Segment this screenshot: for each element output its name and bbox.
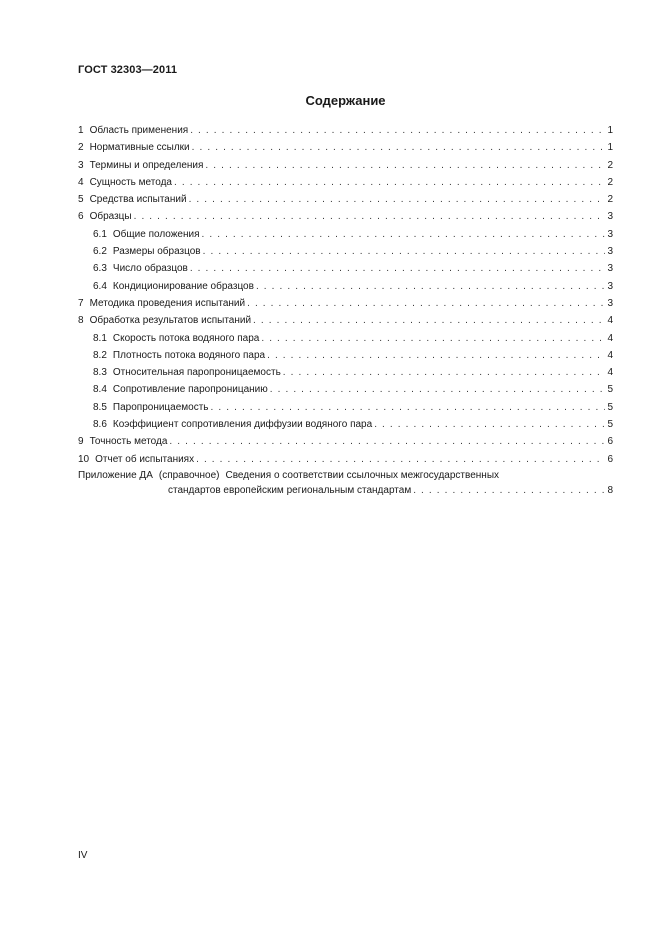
toc-entry-number: 6.2 — [93, 246, 107, 258]
toc-entry-number: 3 — [78, 159, 84, 171]
toc-leader-dots — [270, 381, 606, 398]
toc-entry-number: 10 — [78, 453, 90, 465]
toc-leader-dots — [202, 226, 606, 243]
toc-entry-label: Точность метода — [89, 436, 168, 448]
toc-entry-number: 7 — [78, 297, 84, 309]
toc-leader-dots — [413, 483, 605, 498]
toc-entry-page: 3 — [607, 297, 613, 309]
toc-entry-number: 5 — [78, 194, 84, 206]
toc-entry-label: Число образцов — [112, 263, 188, 275]
toc-entry-page: 3 — [607, 246, 613, 258]
toc-leader-dots — [256, 278, 606, 295]
toc-entry-number: 6.4 — [93, 280, 107, 292]
toc-entry-label: Отчет об испытаниях — [95, 453, 195, 465]
toc-entry-number: 8.3 — [93, 367, 107, 379]
toc-entry[interactable] — [78, 243, 613, 260]
toc-entry[interactable] — [78, 260, 613, 277]
toc-entry-number: 1 — [78, 125, 84, 136]
toc-entry[interactable] — [78, 295, 613, 312]
toc-leader-dots — [261, 330, 605, 347]
toc-entry-label: Коэффициент сопротивления диффузии водяного пара — [112, 419, 373, 431]
toc-entry-page: 2 — [607, 159, 613, 171]
toc-entry-label: Нормативные ссылки — [89, 142, 190, 154]
toc-leader-dots — [196, 451, 605, 468]
toc-entry-page: 5 — [607, 384, 613, 396]
toc-entry-label: Кондиционирование образцов — [112, 280, 254, 292]
toc-entry[interactable] — [78, 347, 613, 364]
toc-leader-dots — [169, 433, 605, 450]
toc-entry-page: 6 — [607, 436, 613, 448]
toc-entry-number: 6.3 — [93, 263, 107, 275]
toc-entry-label: Сущность метода — [89, 176, 172, 188]
toc-entry-number: 9 — [78, 436, 84, 448]
toc-leader-dots — [203, 243, 606, 260]
toc-entry-page: 5 — [607, 419, 613, 431]
toc-entry-page: 4 — [607, 332, 613, 344]
toc-leader-dots — [211, 399, 606, 416]
toc-entry-label: Термины и определения — [89, 159, 204, 171]
appendix-line-2 — [78, 483, 613, 498]
toc-entry-number: 6 — [78, 211, 84, 223]
toc-leader-dots — [134, 208, 606, 225]
toc-entry[interactable] — [78, 157, 613, 174]
toc-leader-dots — [190, 260, 606, 277]
toc-entry[interactable] — [78, 226, 613, 243]
toc-entry-label: Обработка результатов испытаний — [89, 315, 252, 327]
toc-leader-dots — [374, 416, 605, 433]
toc-entry-number: 2 — [78, 142, 84, 154]
toc-entry-label: Размеры образцов — [112, 246, 201, 258]
appendix-title-line2: стандартов европейским региональным стандартам — [168, 484, 412, 496]
toc-entry-number: 8.2 — [93, 349, 107, 361]
toc-entry-page: 1 — [607, 125, 613, 136]
toc-entry[interactable] — [78, 330, 613, 347]
toc-leader-dots — [174, 174, 605, 191]
page-footer-number: IV — [78, 850, 88, 861]
toc-entry[interactable] — [78, 208, 613, 225]
toc-entry-number: 8.1 — [93, 332, 107, 344]
toc-entry-page: 1 — [607, 142, 613, 154]
toc-entry-page: 3 — [607, 263, 613, 275]
table-of-contents — [78, 122, 613, 498]
toc-leader-dots — [253, 312, 605, 329]
appendix-title-line1: Сведения о соответствии ссылочных межгосударственных — [225, 469, 499, 481]
toc-entry-label: Сопротивление паропроницанию — [112, 384, 268, 396]
toc-entry-page: 3 — [607, 280, 613, 292]
toc-leader-dots — [267, 347, 605, 364]
toc-entry-label: Средства испытаний — [89, 194, 187, 206]
document-header: ГОСТ 32303—2011 — [78, 64, 178, 76]
toc-leader-dots — [190, 122, 605, 139]
toc-entry-number: 4 — [78, 176, 84, 188]
toc-entry-number: 8.5 — [93, 401, 107, 413]
toc-entry-number: 8 — [78, 315, 84, 327]
toc-entry-number: 8.6 — [93, 419, 107, 431]
toc-entry-page: 3 — [607, 211, 613, 223]
toc-entry-label: Относительная паропроницаемость — [112, 367, 281, 379]
toc-leader-dots — [247, 295, 605, 312]
toc-entry-page: 6 — [607, 453, 613, 465]
toc-entry-label: Образцы — [89, 211, 132, 223]
appendix-prefix: Приложение ДА — [78, 469, 153, 481]
appendix-page-number: 8 — [607, 484, 613, 496]
toc-entry-label: Скорость потока водяного пара — [112, 332, 260, 344]
toc-leader-dots — [205, 157, 605, 174]
appendix-line-1 — [78, 468, 613, 483]
toc-entry-label: Плотность потока водяного пара — [112, 349, 266, 361]
toc-entry[interactable] — [78, 174, 613, 191]
toc-entries — [78, 122, 613, 468]
toc-entry[interactable] — [78, 139, 613, 156]
toc-entry[interactable] — [78, 364, 613, 381]
toc-entry-label: Методика проведения испытаний — [89, 297, 246, 309]
toc-entry[interactable] — [78, 191, 613, 208]
toc-entry[interactable] — [78, 451, 613, 468]
toc-entry[interactable] — [78, 399, 613, 416]
toc-appendix-entry[interactable] — [78, 468, 613, 498]
toc-entry-label: Область применения — [89, 125, 189, 136]
toc-entry-number: 6.1 — [93, 228, 107, 240]
toc-entry-page: 2 — [607, 176, 613, 188]
toc-entry-page: 5 — [607, 401, 613, 413]
toc-entry-page: 4 — [607, 315, 613, 327]
toc-entry[interactable] — [78, 122, 613, 139]
toc-entry-number: 8.4 — [93, 384, 107, 396]
toc-entry-label: Паропроницаемость — [112, 401, 209, 413]
toc-entry-page: 2 — [607, 194, 613, 206]
toc-entry[interactable] — [78, 312, 613, 329]
toc-entry-label: Общие положения — [112, 228, 200, 240]
toc-entry[interactable] — [78, 278, 613, 295]
toc-entry[interactable] — [78, 433, 613, 450]
toc-entry-page: 4 — [607, 367, 613, 379]
appendix-type: (справочное) — [158, 469, 220, 481]
toc-leader-dots — [189, 191, 606, 208]
toc-leader-dots — [283, 364, 606, 381]
toc-leader-dots — [192, 139, 606, 156]
toc-entry[interactable] — [78, 381, 613, 398]
toc-entry-page: 3 — [607, 228, 613, 240]
toc-entry-page: 4 — [607, 349, 613, 361]
page-title: Содержание — [305, 93, 386, 108]
toc-entry[interactable] — [78, 416, 613, 433]
